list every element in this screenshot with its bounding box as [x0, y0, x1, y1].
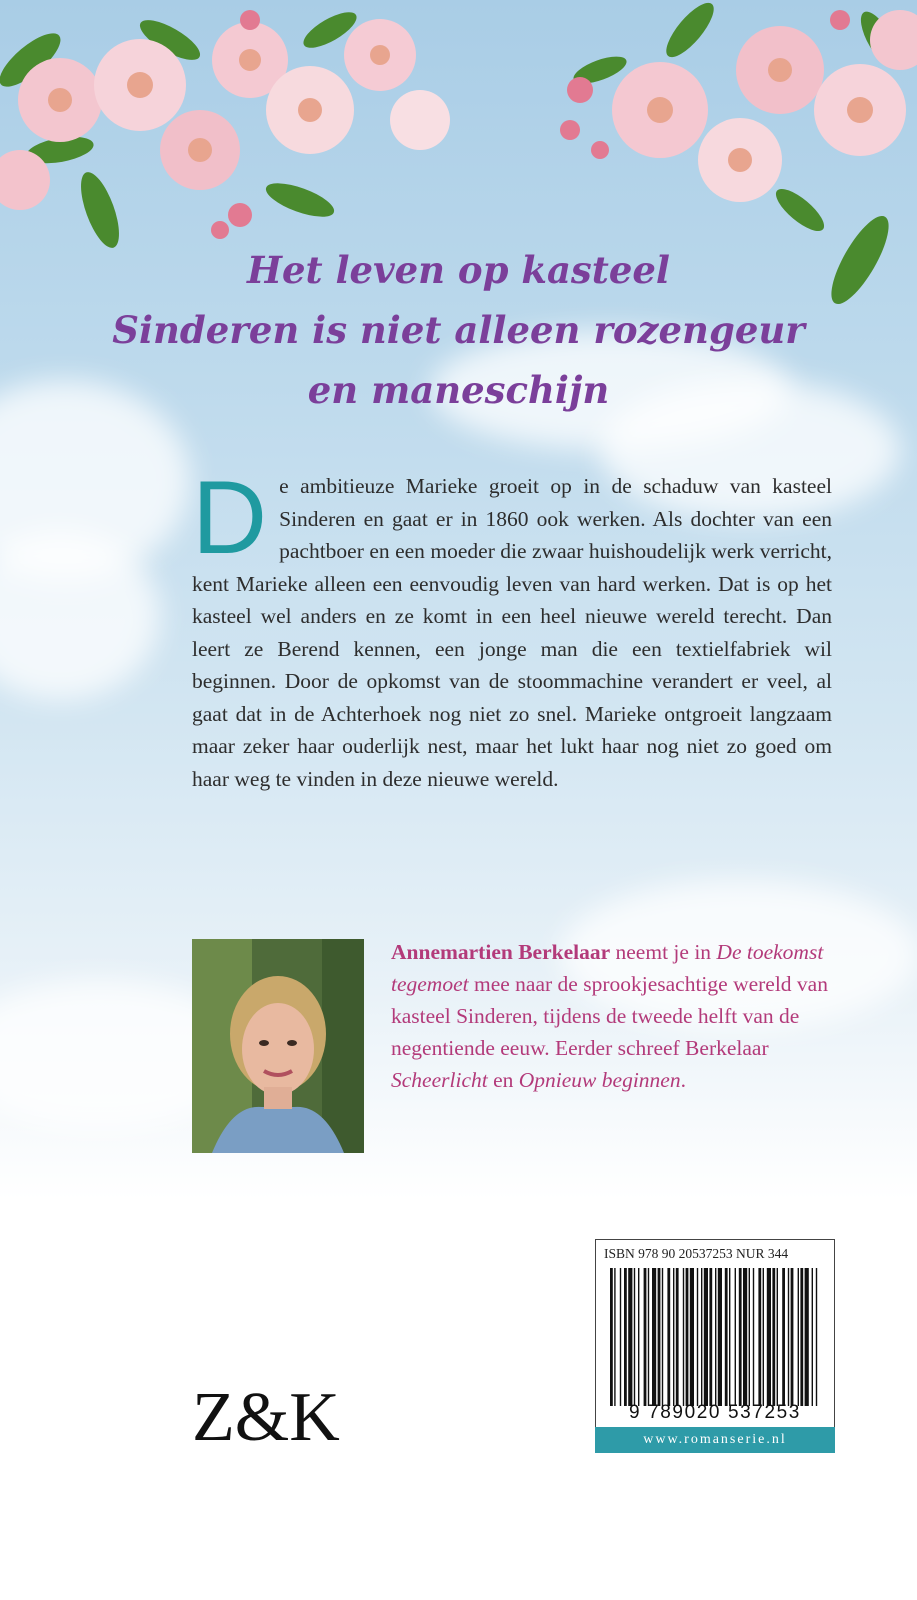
barcode-bar — [743, 1268, 747, 1406]
tagline-line: Sinderen is niet alleen rozengeur — [112, 308, 805, 352]
barcode-bar — [739, 1268, 742, 1406]
blurb-text: e ambitieuze Marieke groeit op in de schaduw van kasteel Sinderen en gaat er in 1860 ook werken. Als dochter van een pachtboer en een moeder die zwaar huishoudelijk werk verricht, kent Marieke alleen een eenvoudig leven van hard werken. Dat is op het kasteel wel anders en ze komt in een heel nieuwe wereld terecht. Dan leert ze Berend kennen, een jonge man die een textielfabriek wil beginnen. Door de opkomst van de stoommachine verandert er veel, al gaat dat in de Achterhoek nog niet zo snel. Marieke ontgroeit langzaam maar zeker haar ouderlijk nest, maar het lukt haar nog niet zo goed om haar weg te vinden in deze nieuwe wereld. — [192, 474, 832, 791]
bio-text: . — [680, 1068, 686, 1092]
barcode-bar — [701, 1268, 702, 1406]
barcode-bar — [624, 1268, 627, 1406]
tagline-line: en maneschijn — [307, 368, 610, 412]
book-title: Scheerlicht — [391, 1068, 488, 1092]
book-blurb — [192, 460, 832, 795]
barcode-bar — [772, 1268, 775, 1406]
bio-text: mee naar de sprookjesachtige wereld van kasteel Sinderen, tijdens de tweede helft van de negentiende eeuw. Eerder schreef Berkelaar — [391, 972, 828, 1060]
barcode-bar — [788, 1268, 789, 1406]
barcode-bar — [758, 1268, 761, 1406]
barcode-bar — [709, 1268, 712, 1406]
barcode-number: 9 789020 537253 — [629, 1402, 801, 1423]
barcode-bar — [686, 1268, 689, 1406]
barcode-bar — [812, 1268, 813, 1406]
barcode-bar — [704, 1268, 708, 1406]
barcode-bar — [610, 1268, 613, 1406]
bio-text: en — [487, 1068, 519, 1092]
publisher-logo — [192, 1378, 342, 1458]
barcode-bar — [729, 1268, 730, 1406]
barcode-bar — [676, 1268, 679, 1406]
barcode-bar — [800, 1268, 803, 1406]
barcode-bar — [667, 1268, 670, 1406]
barcode-bar — [690, 1268, 694, 1406]
barcode-bar — [697, 1268, 698, 1406]
isbn-line: ISBN 978 90 20537253 NUR 344 — [604, 1246, 789, 1261]
barcode-bar — [718, 1268, 722, 1406]
barcode-bar — [620, 1268, 621, 1406]
book-title: Opnieuw beginnen — [518, 1068, 681, 1092]
barcode-bar — [777, 1268, 778, 1406]
barcode-bar — [614, 1268, 615, 1406]
logo-text: Z&K — [192, 1379, 340, 1456]
barcode-bar — [638, 1268, 639, 1406]
barcode-bar — [749, 1268, 750, 1406]
tagline-line: Het leven op kasteel — [247, 248, 670, 292]
barcode-bar — [725, 1268, 728, 1406]
roses — [0, 10, 917, 210]
barcode-bar — [805, 1268, 809, 1406]
barcode-bar — [648, 1268, 649, 1406]
barcode-bar — [628, 1268, 632, 1406]
barcode-bar — [763, 1268, 764, 1406]
barcode-bar — [753, 1268, 754, 1406]
barcode-bar — [634, 1268, 635, 1406]
barcode-bar — [715, 1268, 716, 1406]
barcode-bar — [767, 1268, 771, 1406]
author-bio — [391, 936, 831, 1096]
website-url: www.romanserie.nl — [595, 1427, 835, 1453]
barcode-bar — [683, 1268, 684, 1406]
barcode-label — [595, 1239, 835, 1453]
barcode-bars — [608, 1268, 820, 1406]
bio-text: neemt je in — [610, 940, 717, 964]
book-title: De toekomst tegemoet — [391, 940, 824, 996]
barcode-bar — [791, 1268, 794, 1406]
author-name: Annemartien Berkelaar — [391, 940, 611, 964]
drop-cap: D — [192, 460, 268, 576]
author-photo — [192, 939, 364, 1153]
barcode-bar — [798, 1268, 799, 1406]
barcode-bar — [662, 1268, 663, 1406]
tagline — [0, 240, 917, 420]
barcode-bar — [652, 1268, 656, 1406]
barcode-bar — [782, 1268, 785, 1406]
barcode-bar — [735, 1268, 736, 1406]
barcode-bar — [816, 1268, 817, 1406]
barcode-bar — [644, 1268, 647, 1406]
barcode-bar — [658, 1268, 661, 1406]
barcode-bar — [673, 1268, 674, 1406]
